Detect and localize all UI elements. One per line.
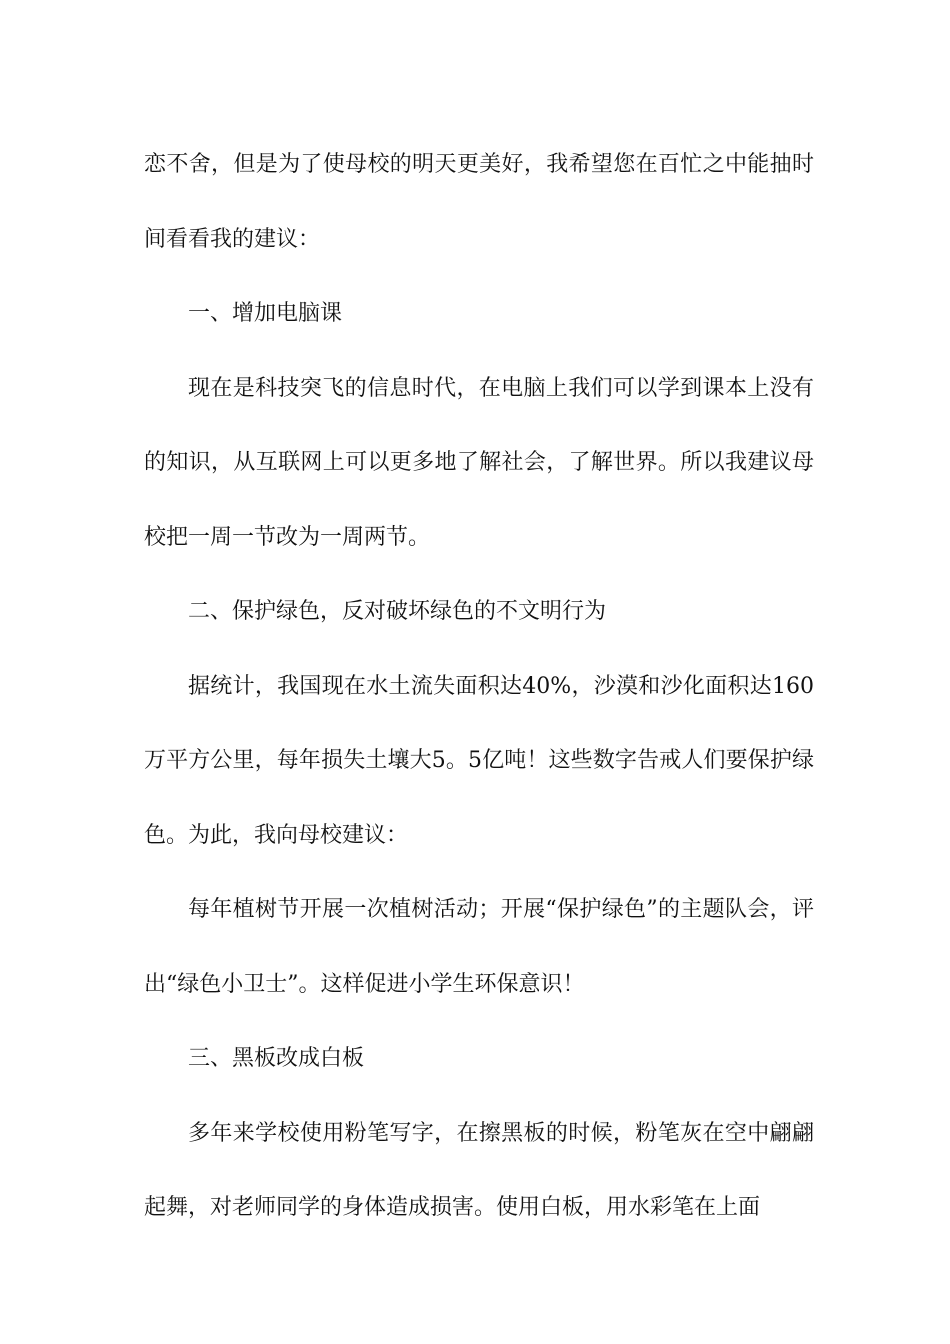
- paragraph-computer-class: 现在是科技突飞的信息时代，在电脑上我们可以学到课本上没有的知识，从互联网上可以更多地了解社会，了解世界。所以我建议母校把一周一节改为一周两节。: [144, 375, 814, 550]
- heading-whiteboard: 三、黑板改成白板: [188, 1046, 365, 1071]
- heading-protect-green: 二、保护绿色，反对破坏绿色的不文明行为: [188, 599, 607, 624]
- document-body: [144, 128, 814, 1246]
- paragraph-whiteboard: 多年来学校使用粉笔写字，在擦黑板的时候，粉笔灰在空中翩翩起舞，对老师同学的身体造成损害。使用白板，用水彩笔在上面: [144, 1120, 814, 1220]
- paragraph-continuation: 恋不舍，但是为了使母校的明天更美好，我希望您在百忙之中能抽时间看看我的建议：: [144, 152, 814, 252]
- paragraph-statistics: 据统计，我国现在水土流失面积达40%，沙漠和沙化面积达160万平方公里，每年损失土壤大5。5亿吨！这些数字告戒人们要保护绿色。为此，我向母校建议：: [144, 673, 814, 848]
- paragraph-tree-planting: 每年植树节开展一次植树活动；开展“保护绿色”的主题队会，评出“绿色小卫士”。这样促进小学生环保意识！: [144, 897, 814, 997]
- heading-computer-class: 一、增加电脑课: [188, 301, 343, 326]
